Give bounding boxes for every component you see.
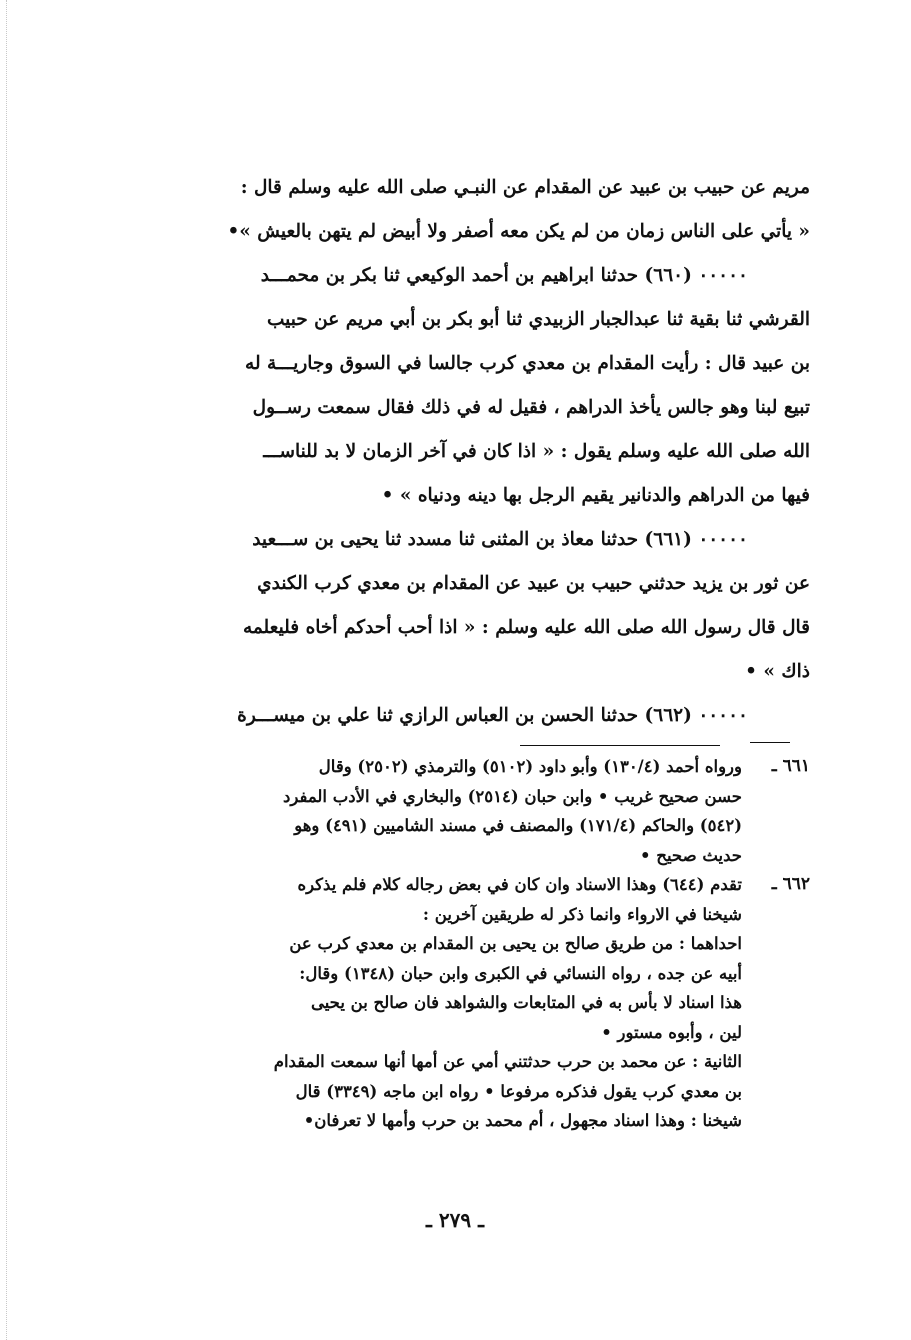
text-line: الله صلى الله عليه وسلم يقول : « اذا كان في آخر الزمان لا بد للناســـ: [263, 441, 810, 462]
scan-edge-line: [6, 0, 8, 1340]
page-number: ـ ٢٧٩ ـ: [426, 1208, 484, 1232]
footnotes: [98, 752, 810, 1136]
separator-long-rule: [520, 745, 720, 746]
hadith-660-start: ٠٠٠٠٠ (٦٦٠) حدثنا ابراهيم بن أحمد الوكيعي ثنا بكر بن محمـــد: [260, 265, 748, 286]
footnote-line: تقدم (٦٤٤) وهذا الاسناد وان كان في بعض رجاله كلام فلم يذكره: [297, 875, 742, 894]
footnote-line: أبيه عن جده ، رواه النسائي في الكبرى وابن حبان (١٣٤٨) وقال:: [299, 963, 742, 983]
footnote-line: الثانية : عن محمد بن حرب حدثتني أمي عن أمها أنها سمعت المقدام: [273, 1052, 742, 1071]
footnote-line: حديث صحيح •: [640, 845, 742, 865]
footnote-661: [98, 752, 810, 870]
footnote-line: شيخنا في الارواء وانما ذكر له طريقين آخرين :: [422, 904, 742, 924]
footnote-662: [98, 870, 810, 1136]
footnote-separator: [510, 742, 790, 748]
footnote-line: هذا اسناد لا بأس به في المتابعات والشواهد فان صالح بن يحيى: [310, 993, 742, 1012]
separator-short-rule: [750, 742, 790, 743]
footnote-line: شيخنا : وهذا اسناد مجهول ، أم محمد بن حرب وأمها لا تعرفان•: [303, 1111, 742, 1130]
footnote-line: احداهما : من طريق صالح بن يحيى بن المقدام بن معدي كرب عن: [289, 934, 742, 953]
text-line: القرشي ثنا بقية ثنا عبدالجبار الزبيدي ثنا أبو بكر بن أبي مريم عن حبيب: [266, 309, 810, 330]
hadith-661-start: ٠٠٠٠٠ (٦٦١) حدثنا معاذ بن المثنى ثنا مسدد ثنا يحيى بن ســـعيد: [252, 529, 748, 550]
text-line: قال قال رسول الله صلى الله عليه وسلم : « اذا أحب أحدكم أخاه فليعلمه: [242, 617, 810, 638]
text-line: « يأتي على الناس زمان من لم يكن معه أصفر ولا أبيض لم يتهن بالعيش »•: [227, 221, 810, 242]
footnote-line: لين ، وأبوه مستور •: [601, 1022, 742, 1042]
footnote-number: ٦٦١ ـ: [771, 756, 810, 776]
text-line: ذاك » •: [745, 661, 810, 682]
footnote-line: ورواه أحمد (١٣٠/٤) وأبو داود (٥١٠٢) والترمذي (٢٥٠٢) وقال: [318, 757, 742, 776]
text-line: بن عبيد قال : رأيت المقدام بن معدي كرب جالسا في السوق وجاريـــة له: [245, 353, 810, 374]
footnote-number: ٦٦٢ ـ: [771, 874, 810, 894]
footnote-line: بن معدي كرب يقول فذكره مرفوعا • رواه ابن ماجه (٣٣٤٩) قال: [295, 1081, 742, 1101]
main-text: [98, 166, 810, 738]
footnote-line: (٥٤٢) والحاكم (١٧١/٤) والمصنف في مسند الشاميين (٤٩١) وهو: [294, 816, 742, 835]
text-line: مريم عن حبيب بن عبيد عن المقدام عن النبـي صلى الله عليه وسلم قال :: [240, 177, 810, 198]
text-line: فيها من الدراهم والدنانير يقيم الرجل بها دينه ودنياه » •: [381, 485, 810, 506]
hadith-662-start: ٠٠٠٠٠ (٦٦٢) حدثنا الحسن بن العباس الرازي ثنا علي بن ميســـرة: [237, 705, 748, 726]
text-line: عن ثور بن يزيد حدثني حبيب بن عبيد عن المقدام بن معدي كرب الكندي: [257, 573, 810, 594]
footnote-line: حسن صحيح غريب • وابن حبان (٢٥١٤) والبخاري في الأدب المفرد: [283, 786, 742, 806]
text-line: تبيع لبنا وهو جالس يأخذ الدراهم ، فقيل له في ذلك فقال سمعت رســول: [252, 397, 810, 418]
